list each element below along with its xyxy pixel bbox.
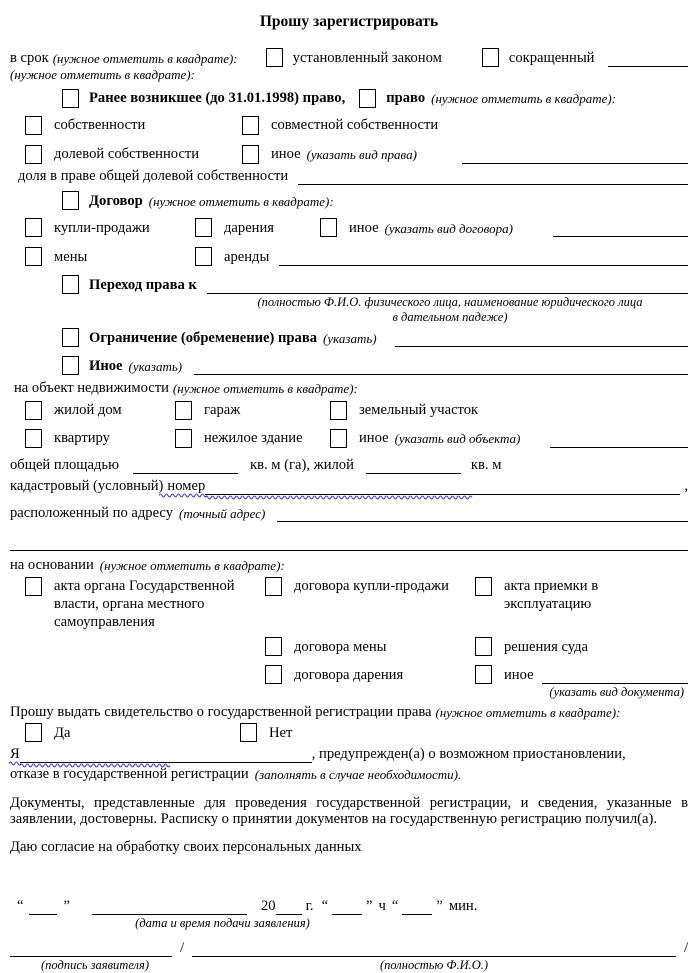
term-other-blank[interactable] [608, 51, 688, 67]
certificate-row [10, 703, 688, 721]
time-min-blank[interactable] [402, 899, 432, 915]
basis-acceptance-label: акта приемки в эксплуатацию [504, 577, 599, 612]
area-row [10, 456, 688, 474]
no-label: Нет [269, 724, 293, 741]
basis-barter-label: договора мены [294, 639, 387, 655]
basis-hint: (нужное отметить в квадрате): [99, 558, 285, 574]
other-right-blank[interactable] [194, 359, 688, 375]
area-label-3: кв. м [470, 456, 502, 473]
address-hint: (точный адрес) [179, 506, 266, 522]
shared-ownership-label: долевой собственности [54, 146, 200, 163]
object-other-label: иное [359, 430, 389, 447]
contract-types-row-2 [10, 247, 688, 266]
date-month-blank[interactable] [92, 899, 247, 915]
object-row-2 [10, 429, 688, 448]
basis-label: на основании [10, 557, 94, 574]
checkbox-object-other[interactable] [330, 429, 347, 448]
basis-row-1 [10, 577, 688, 632]
contract-other-label: иное [349, 219, 379, 236]
contract-other-blank[interactable] [553, 221, 688, 237]
date-year-blank[interactable] [276, 899, 302, 915]
fio-blank[interactable] [192, 941, 676, 957]
transfer-hint [215, 295, 685, 325]
basis-act-label: акта органа Государственной власти, органа местного самоуправления [54, 577, 235, 630]
year-prefix: 20 [260, 897, 276, 914]
object-hint: (нужное отметить в квадрате): [172, 381, 358, 397]
warning-after-label: , предупрежден(а) о возможном приостановлении, [311, 746, 626, 763]
ownership-row-2 [10, 145, 688, 164]
basis-doc-hint: (указать вид документа) [549, 685, 684, 700]
share-row [10, 167, 688, 185]
term-statutory-label: установленный законом [292, 50, 442, 67]
cadastral-comma: , [684, 477, 688, 494]
signature-hint: (подпись заявителя) [41, 957, 149, 972]
checkbox-object-land[interactable] [330, 401, 347, 420]
transfer-hint-line2: в дательном падеже) [392, 309, 508, 324]
contract-lease-label: аренды [224, 248, 270, 265]
cadastral-label: кадастровый (условный) [10, 477, 164, 494]
ya-label: Я [10, 746, 20, 763]
earlier-right-row [10, 89, 688, 108]
lease-blank[interactable] [279, 250, 688, 266]
transfer-hint-line1: (полностью Ф.И.О. физического лица, наименование юридического лица [257, 294, 643, 309]
checkbox-basis-sale[interactable] [265, 577, 282, 596]
joint-ownership-label: совместной собственности [271, 117, 439, 134]
checkbox-object-house[interactable] [25, 401, 42, 420]
transfer-label: Переход права к [89, 276, 197, 293]
restriction-row [10, 328, 688, 347]
basis-row-3 [10, 665, 688, 684]
checkbox-contract-sale[interactable] [25, 218, 42, 237]
warning-row [10, 745, 688, 763]
term-hint2: (нужное отметить в квадрате): [10, 67, 195, 83]
ya-name-blank[interactable] [20, 747, 312, 763]
checkbox-term-shortened[interactable] [482, 48, 499, 67]
address-label: расположенный по адресу [10, 505, 174, 522]
checkbox-other-right[interactable] [62, 356, 79, 375]
contract-types-row-1 [10, 218, 688, 237]
object-label: на объект недвижимости [14, 380, 169, 397]
checkbox-object-flat[interactable] [25, 429, 42, 448]
open-quote: “ [17, 897, 24, 914]
close-quote-3: ” [436, 897, 443, 914]
area-label-1: общей площадью [10, 456, 119, 473]
cadastral-row [10, 477, 688, 495]
checkbox-ownership[interactable] [25, 116, 42, 135]
yes-no-row [10, 723, 688, 742]
cadastral-number-word: номер [167, 477, 206, 494]
share-label: доля в праве общей долевой собственности [18, 167, 289, 184]
area-total-blank[interactable] [133, 458, 238, 474]
checkbox-contract[interactable] [62, 191, 79, 210]
restriction-label: Ограничение (обременение) права [89, 330, 318, 347]
contract-other-hint: (указать вид договора) [384, 220, 513, 236]
date-day-blank[interactable] [29, 899, 57, 915]
certificate-hint: (нужное отметить в квадрате): [435, 704, 621, 720]
warning-line2-label: отказе в государственной регистрации [10, 766, 249, 783]
checkbox-transfer[interactable] [62, 275, 79, 294]
contract-row [10, 191, 688, 210]
spellcheck-squiggle [205, 494, 471, 499]
slash-2: / [683, 939, 688, 956]
ownership-label: собственности [54, 117, 146, 134]
earlier-right-label: Ранее возникшее (до 31.01.1998) право, [89, 90, 346, 107]
warning-row-2 [10, 765, 688, 783]
term-shortened-label: сокращенный [508, 50, 595, 67]
pravo-label: право [386, 90, 426, 107]
checkbox-basis-gift[interactable] [265, 665, 282, 684]
checkbox-yes[interactable] [25, 723, 42, 742]
checkbox-contract-gift[interactable] [195, 218, 212, 237]
transfer-row [10, 275, 688, 294]
other-right-row [10, 356, 688, 375]
contract-gift-label: дарения [224, 219, 275, 236]
object-nonres-label: нежилое здание [204, 430, 303, 447]
share-blank[interactable] [298, 169, 688, 185]
checkbox-contract-other[interactable] [320, 218, 337, 237]
checkbox-shared-ownership[interactable] [25, 145, 42, 164]
contract-sale-label: купли-продажи [54, 219, 150, 236]
term-row [10, 48, 688, 67]
basis-row-2 [10, 637, 688, 656]
cadastral-number-blank[interactable] [205, 479, 680, 495]
declaration-paragraph: Документы, представленные для проведения государственной регистрации, и сведения, указанные в заявлении, достоверны. Расписку о принятии документов на государственную регистрацию получил(а). [10, 794, 688, 828]
signature-blank[interactable] [10, 941, 172, 957]
contract-hint: (нужное отметить в квадрате): [148, 193, 334, 209]
time-hour-blank[interactable] [332, 899, 362, 915]
checkbox-contract-lease[interactable] [195, 247, 212, 266]
checkbox-no[interactable] [240, 723, 257, 742]
checkbox-basis-barter[interactable] [265, 637, 282, 656]
basis-other-blank[interactable] [542, 668, 688, 684]
right-other-blank[interactable] [462, 148, 688, 164]
checkbox-object-nonres[interactable] [175, 429, 192, 448]
contract-label: Договор [89, 192, 143, 209]
object-header-row [10, 379, 688, 397]
contract-barter-label: мены [54, 248, 88, 265]
pravo-hint: (нужное отметить в квадрате): [431, 91, 617, 107]
signature-row [10, 939, 688, 957]
restriction-hint: (указать) [323, 331, 377, 347]
checkbox-term-statutory[interactable] [266, 48, 283, 67]
checkbox-contract-barter[interactable] [25, 247, 42, 266]
basis-other-label: иное [504, 667, 534, 683]
yes-label: Да [54, 724, 71, 741]
object-garage-label: гараж [204, 402, 241, 419]
checkbox-right-other[interactable] [242, 145, 259, 164]
restriction-blank[interactable] [395, 331, 688, 347]
checkbox-basis-other[interactable] [475, 665, 492, 684]
object-other-blank[interactable] [550, 432, 688, 448]
open-quote-3: “ [391, 897, 399, 914]
close-quote: ” [63, 897, 70, 914]
warning-line2-hint: (заполнять в случае необходимости). [254, 767, 462, 783]
certificate-label: Прошу выдать свидетельство о государственной регистрации права [10, 703, 432, 720]
basis-sale-label: договора купли-продажи [294, 577, 449, 594]
term-hint: (нужное отметить в квадрате): [52, 51, 238, 67]
term-label: в срок [10, 50, 49, 67]
slash-1: / [180, 939, 185, 956]
year-suffix: г. [305, 897, 314, 914]
checkbox-basis-acceptance[interactable] [475, 577, 492, 596]
area-label-2: кв. м (га), жилой [249, 456, 354, 473]
address-blank[interactable] [277, 506, 688, 522]
checkbox-joint-ownership[interactable] [242, 116, 259, 135]
fio-hint: (полностью Ф.И.О.) [379, 957, 489, 972]
checkbox-object-garage[interactable] [175, 401, 192, 420]
signature-hints-row [10, 958, 688, 973]
other-right-label: Иное [89, 358, 123, 375]
object-house-label: жилой дом [54, 402, 122, 419]
other-right-hint: (указать) [128, 359, 183, 375]
checkbox-basis-court[interactable] [475, 637, 492, 656]
basis-header-row [10, 556, 688, 574]
ownership-row-1 [10, 116, 688, 135]
right-other-hint: (указать вид права) [306, 147, 417, 163]
basis-court-label: решения суда [504, 639, 589, 655]
date-hint: (дата и время подачи заявления) [135, 915, 310, 930]
date-row [10, 897, 688, 915]
consent-paragraph: Даю согласие на обработку своих персональных данных [10, 839, 362, 856]
object-other-hint: (указать вид объекта) [394, 431, 521, 447]
close-quote-2: ” [366, 897, 373, 914]
checkbox-basis-act[interactable] [25, 577, 42, 596]
minute-label: мин. [448, 897, 478, 914]
transfer-blank[interactable] [207, 278, 688, 294]
checkbox-restriction[interactable] [62, 328, 79, 347]
checkbox-earlier-right[interactable] [62, 89, 79, 108]
open-quote-2: “ [321, 897, 329, 914]
basis-gift-label: договора дарения [294, 667, 404, 683]
object-row-1 [10, 401, 688, 420]
right-other-label: иное [271, 146, 301, 163]
object-flat-label: квартиру [54, 430, 110, 447]
form-title: Прошу зарегистрировать [259, 13, 439, 30]
area-living-blank[interactable] [366, 458, 461, 474]
hour-label: ч [378, 897, 386, 914]
checkbox-pravo[interactable] [359, 89, 376, 108]
address-row [10, 504, 688, 522]
address-blank-2[interactable] [10, 535, 688, 551]
object-land-label: земельный участок [359, 402, 479, 419]
